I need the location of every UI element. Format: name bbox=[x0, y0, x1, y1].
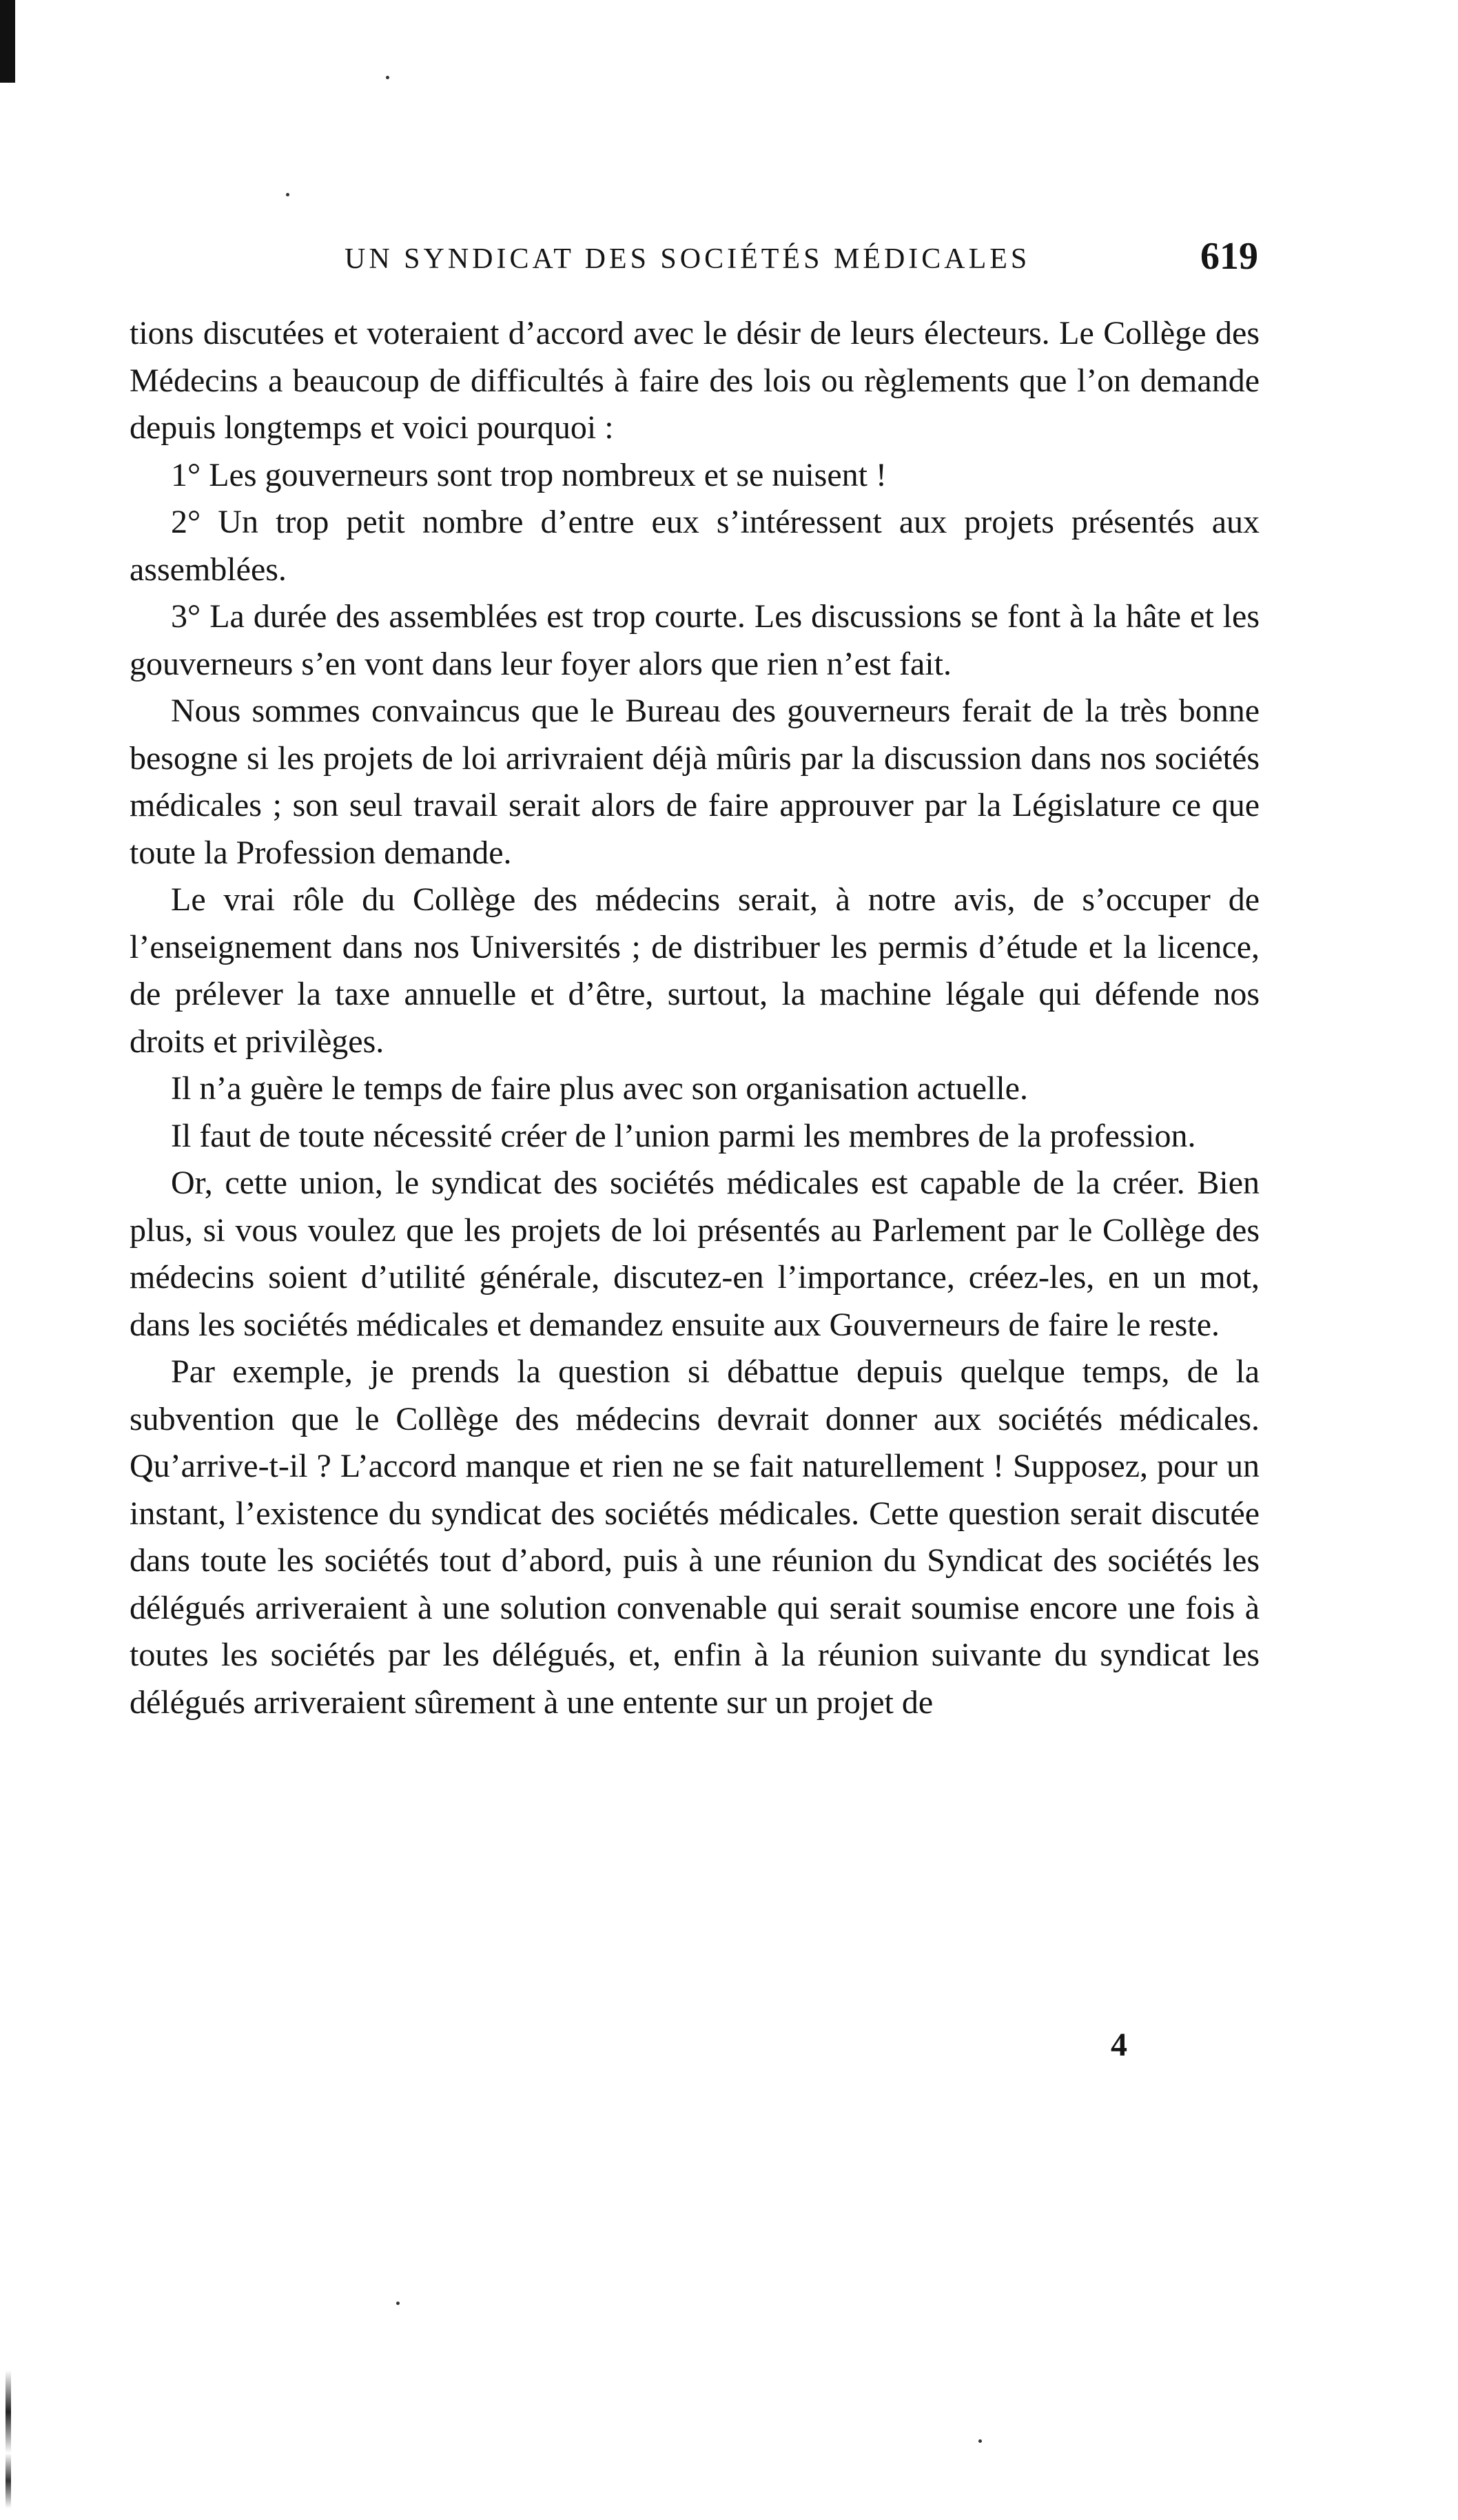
page-header bbox=[0, 234, 1458, 289]
page-number: 619 bbox=[1200, 235, 1258, 278]
paragraph-1: tions discutées et voteraient d’accord avec le désir de leurs électeurs. Le Collège des Médecins a beaucoup de difficultés à faire des lois ou règlements que l’on demande depuis longtemps et voici pourquoi : bbox=[130, 315, 1260, 446]
paragraph-4: Il n’a guère le temps de faire plus avec son organisation actuelle. bbox=[171, 1070, 1028, 1107]
scan-speck bbox=[386, 76, 389, 79]
paragraph-2: Nous sommes convaincus que le Bureau des gouverneurs ferait de la très bonne besogne si les projets de loi arrivraient déjà mûris par la discussion dans nos sociétés médicales ; son seul travail serait alors de faire approuver par la Législature ce que toute la Profession demande. bbox=[130, 693, 1260, 871]
scan-edge-mark-bottom bbox=[6, 2370, 11, 2508]
list-item-1: 1° Les gouverneurs sont trop nombreux et se nuisent ! bbox=[171, 456, 887, 493]
paragraph-6: Or, cette union, le syndicat des sociétés médicales est capable de la créer. Bien plus, si vous voulez que les projets de loi présentés au Parlement par le Collège des médecins soient d’utilité générale, discutez-en l’importance, créez-les, en un mot, dans les sociétés médicales et demandez ensuite aux Gouverneurs de faire le reste. bbox=[130, 1165, 1260, 1343]
paragraph-5: Il faut de toute nécessité créer de l’union parmi les membres de la profession. bbox=[171, 1117, 1196, 1154]
signature-mark: 4 bbox=[1111, 2027, 1127, 2063]
running-title: UN SYNDICAT DES SOCIÉTÉS MÉDICALES bbox=[345, 243, 1031, 275]
paragraph-3: Le vrai rôle du Collège des médecins serait, à notre avis, de s’occuper de l’enseignement dans nos Universités ; de distribuer les permis d’étude et la licence, de prélever la taxe annuelle et d’être, surtout, la machine légale qui défende nos droits et privilèges. bbox=[130, 881, 1260, 1060]
scan-edge-mark bbox=[0, 0, 15, 83]
body-text bbox=[130, 310, 1260, 1726]
scan-speck bbox=[286, 193, 289, 196]
list-item-3: 3° La durée des assemblées est trop courte. Les discussions se font à la hâte et les gouverneurs s’en vont dans leur foyer alors que rien n’est fait. bbox=[130, 598, 1260, 682]
paragraph-7: Par exemple, je prends la question si débattue depuis quelque temps, de la subvention que le Collège des médecins devrait donner aux sociétés médicales. Qu’arrive-t-il ? L’accord manque et rien ne se fait naturellement ! Supposez, pour un instant, l’existence du syndicat des sociétés médicales. Cette question serait discutée dans toute les sociétés tout d’abord, puis à une réunion du Syndicat des sociétés les délégués arriveraient à une solution convenable qui serait soumise encore une fois à toutes les sociétés par les délégués, et, enfin à la réunion suivante du syndicat les délégués arriveraient sûrement à une entente sur un projet de bbox=[130, 1353, 1260, 1721]
scan-speck bbox=[396, 2302, 400, 2305]
list-item-2: 2° Un trop petit nombre d’entre eux s’intéressent aux projets présentés aux assemblées. bbox=[130, 504, 1260, 588]
scan-speck bbox=[978, 2439, 982, 2443]
